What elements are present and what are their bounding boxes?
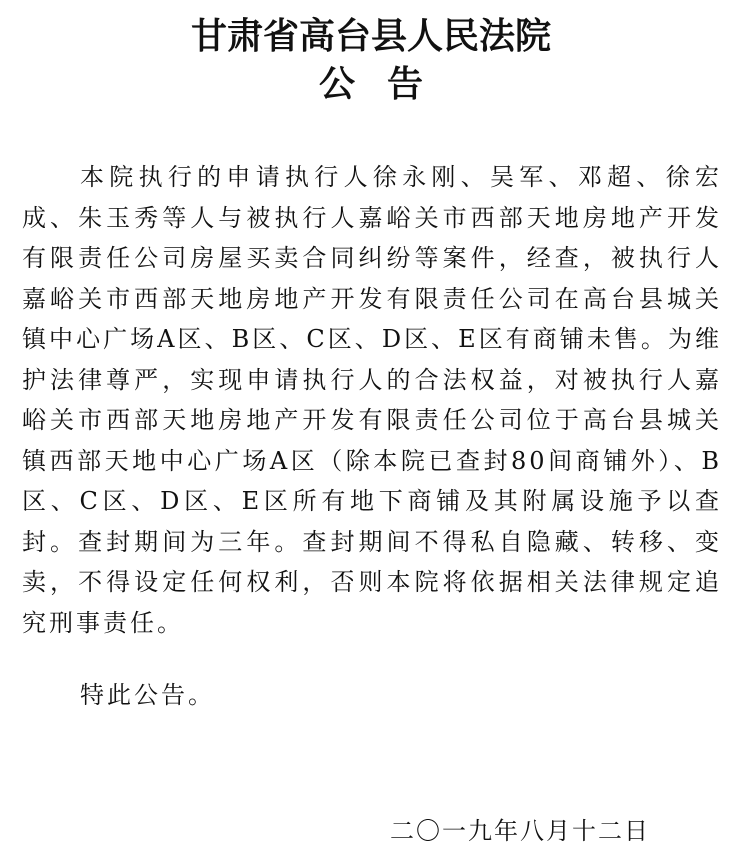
issue-date: 二〇一九年八月十二日: [390, 817, 650, 845]
court-name: 甘肃省高台县人民法院: [190, 15, 551, 57]
document-title: 公告: [318, 63, 455, 105]
closing-statement: 特此公告。: [80, 681, 215, 709]
announcement-body: 本院执行的申请执行人徐永刚、吴军、邓超、徐宏成、朱玉秀等人与被执行人嘉峪关市西部天地房地产开发有限责任公司房屋买卖合同纠纷等案件，经查，被执行人嘉峪关市西部天地房地产开发有限责任公司在高台县城关镇中心广场A区、B区、C区、D区、E区有商铺未售。为维护法律尊严，实现申请执行人的合法权益，对被执行人嘉峪关市西部天地房地产开发有限责任公司位于高台县城关镇西部天地中心广场A区（除本院已查封80间商铺外）、B区、C区、D区、E区所有地下商铺及其附属设施予以查封。查封期间为三年。查封期间不得私自隐藏、转移、变卖，不得设定任何权利，否则本院将依据相关法律规定追究刑事责任。: [22, 163, 722, 637]
